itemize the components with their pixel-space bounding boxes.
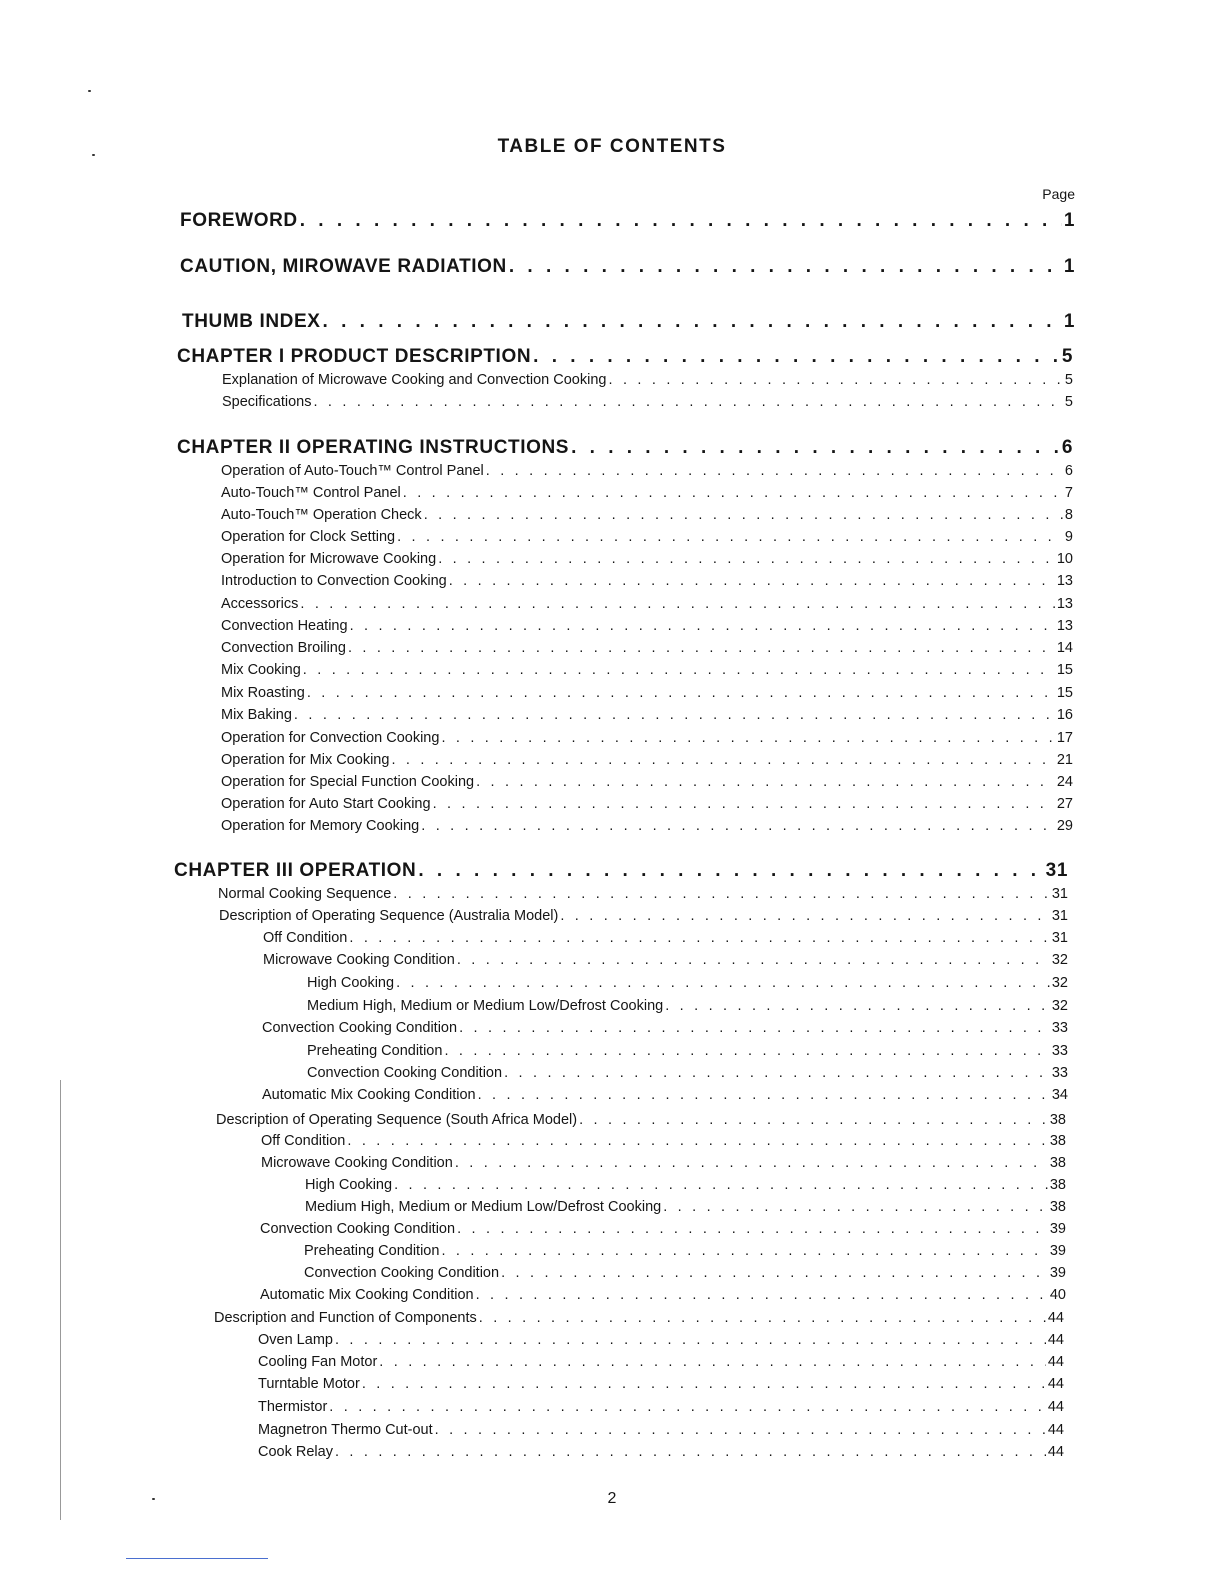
toc-entry-page: 44 bbox=[1047, 1422, 1064, 1438]
dot-leader bbox=[300, 210, 1062, 232]
toc-entry-title: Mix Roasting bbox=[221, 685, 305, 701]
toc-entry-title: Specifications bbox=[222, 394, 312, 410]
scan-artifact-line bbox=[126, 1558, 268, 1559]
toc-entry bbox=[222, 372, 1073, 388]
toc-entry-title: Accessorics bbox=[221, 596, 299, 612]
toc-entry-page: 5 bbox=[1064, 372, 1073, 388]
toc-entry-page: 44 bbox=[1047, 1310, 1064, 1326]
dot-leader bbox=[459, 1020, 1050, 1036]
toc-entry-title: Introduction to Convection Cooking bbox=[221, 573, 447, 589]
toc-entry-title: Convection Cooking Condition bbox=[262, 1020, 458, 1036]
toc-entry-title: Thermistor bbox=[258, 1399, 328, 1415]
toc-entry-page: 1 bbox=[1063, 256, 1075, 277]
toc-entry-title: Cooling Fan Motor bbox=[258, 1354, 378, 1370]
toc-entry bbox=[221, 685, 1073, 701]
toc-entry-page: 31 bbox=[1051, 886, 1068, 902]
toc-entry-page: 15 bbox=[1056, 685, 1073, 701]
toc-entry-title: High Cooking bbox=[305, 1177, 393, 1193]
toc-entry-page: 31 bbox=[1045, 860, 1068, 881]
toc-entry-page: 29 bbox=[1056, 818, 1073, 834]
toc-entry-page: 38 bbox=[1049, 1112, 1066, 1128]
toc-entry-title: Turntable Motor bbox=[258, 1376, 360, 1392]
toc-entry-page: 38 bbox=[1049, 1199, 1066, 1215]
toc-entry bbox=[214, 1310, 1064, 1326]
toc-entry-page: 17 bbox=[1056, 730, 1073, 746]
dot-leader bbox=[393, 886, 1050, 902]
toc-entry-page: 16 bbox=[1056, 707, 1073, 723]
toc-entry-title: Operation for Mix Cooking bbox=[221, 752, 390, 768]
toc-entry-title: CHAPTER III OPERATION bbox=[174, 860, 417, 881]
toc-entry bbox=[307, 1043, 1068, 1059]
toc-entry bbox=[307, 975, 1068, 991]
toc-entry bbox=[221, 818, 1073, 834]
dot-leader bbox=[478, 1087, 1050, 1103]
scan-speck bbox=[92, 154, 95, 156]
toc-chapter-entry bbox=[182, 311, 1075, 333]
toc-entry-page: 6 bbox=[1064, 463, 1073, 479]
toc-entry-title: Off Condition bbox=[261, 1133, 346, 1149]
dot-leader bbox=[571, 437, 1060, 459]
toc-entry bbox=[258, 1332, 1064, 1348]
toc-entry-page: 33 bbox=[1051, 1020, 1068, 1036]
dot-leader bbox=[579, 1112, 1048, 1128]
toc-entry-title: Oven Lamp bbox=[258, 1332, 333, 1348]
toc-entry-page: 32 bbox=[1051, 998, 1068, 1014]
toc-entry bbox=[258, 1444, 1064, 1460]
document-title: TABLE OF CONTENTS bbox=[497, 136, 727, 157]
toc-entry-page: 39 bbox=[1049, 1265, 1066, 1281]
toc-entry-page: 9 bbox=[1064, 529, 1073, 545]
toc-entry-page: 33 bbox=[1051, 1065, 1068, 1081]
toc-entry-title: Explanation of Microwave Cooking and Convection Cooking bbox=[222, 372, 607, 388]
dot-leader bbox=[348, 640, 1055, 656]
dot-leader bbox=[435, 1422, 1046, 1438]
toc-entry bbox=[221, 730, 1073, 746]
toc-entry-page: 38 bbox=[1049, 1133, 1066, 1149]
toc-entry-page: 5 bbox=[1061, 346, 1073, 367]
toc-entry-title: Operation for Special Function Cooking bbox=[221, 774, 475, 790]
toc-entry-page: 44 bbox=[1047, 1332, 1064, 1348]
toc-entry bbox=[260, 1221, 1066, 1237]
toc-entry-page: 13 bbox=[1056, 596, 1073, 612]
toc-entry-title: Microwave Cooking Condition bbox=[263, 952, 455, 968]
toc-entry-page: 21 bbox=[1056, 752, 1073, 768]
dot-leader bbox=[362, 1376, 1046, 1392]
toc-entry bbox=[261, 1133, 1066, 1149]
dot-leader bbox=[501, 1265, 1048, 1281]
toc-entry-page: 1 bbox=[1063, 311, 1075, 332]
toc-entry-page: 13 bbox=[1056, 573, 1073, 589]
dot-leader bbox=[394, 1177, 1048, 1193]
toc-entry-title: High Cooking bbox=[307, 975, 395, 991]
toc-entry bbox=[218, 886, 1068, 902]
toc-entry bbox=[305, 1177, 1066, 1193]
dot-leader bbox=[350, 618, 1055, 634]
toc-entry-page: 5 bbox=[1064, 394, 1073, 410]
dot-leader bbox=[455, 1155, 1048, 1171]
toc-entry bbox=[304, 1243, 1066, 1259]
dot-leader bbox=[504, 1065, 1050, 1081]
dot-leader bbox=[329, 1399, 1046, 1415]
dot-leader bbox=[663, 1199, 1048, 1215]
toc-entry-title: Mix Cooking bbox=[221, 662, 301, 678]
toc-entry-page: 31 bbox=[1051, 930, 1068, 946]
dot-leader bbox=[335, 1444, 1046, 1460]
toc-entry-title: Preheating Condition bbox=[304, 1243, 440, 1259]
toc-entry bbox=[258, 1399, 1064, 1415]
toc-entry bbox=[258, 1354, 1064, 1370]
toc-entry bbox=[222, 394, 1073, 410]
toc-entry-title: Auto-Touch™ Control Panel bbox=[221, 485, 401, 501]
toc-entry-title: Operation for Microwave Cooking bbox=[221, 551, 437, 567]
toc-entry-title: FOREWORD bbox=[180, 210, 298, 231]
toc-entry bbox=[262, 1087, 1068, 1103]
toc-entry bbox=[221, 707, 1073, 723]
dot-leader bbox=[307, 685, 1055, 701]
toc-entry bbox=[260, 1287, 1066, 1303]
toc-entry-title: Description of Operating Sequence (Australia Model) bbox=[219, 908, 559, 924]
toc-entry-title: Microwave Cooking Condition bbox=[261, 1155, 453, 1171]
toc-entry-title: Convection Cooking Condition bbox=[260, 1221, 456, 1237]
toc-entry-page: 8 bbox=[1064, 507, 1073, 523]
toc-entry-page: 7 bbox=[1064, 485, 1073, 501]
toc-entry-page: 44 bbox=[1047, 1376, 1064, 1392]
toc-entry-title: Mix Baking bbox=[221, 707, 292, 723]
toc-entry bbox=[221, 573, 1073, 589]
dot-leader bbox=[349, 930, 1049, 946]
toc-entry-page: 44 bbox=[1047, 1399, 1064, 1415]
dot-leader bbox=[509, 256, 1062, 278]
toc-entry-page: 15 bbox=[1056, 662, 1073, 678]
dot-leader bbox=[418, 860, 1043, 882]
toc-entry bbox=[307, 1065, 1068, 1081]
dot-leader bbox=[608, 372, 1062, 388]
toc-entry bbox=[221, 551, 1073, 567]
toc-entry bbox=[221, 596, 1073, 612]
scan-speck bbox=[152, 1498, 155, 1500]
page-column-label: Page bbox=[1042, 186, 1075, 202]
dot-leader bbox=[476, 774, 1055, 790]
dot-leader bbox=[313, 394, 1062, 410]
toc-entry bbox=[221, 774, 1073, 790]
scan-speck bbox=[88, 90, 91, 92]
toc-entry-title: CHAPTER I PRODUCT DESCRIPTION bbox=[177, 346, 532, 367]
toc-chapter-entry bbox=[177, 437, 1073, 459]
toc-entry-page: 31 bbox=[1051, 908, 1068, 924]
toc-entry-title: Medium High, Medium or Medium Low/Defrost Cooking bbox=[307, 998, 664, 1014]
dot-leader bbox=[335, 1332, 1046, 1348]
toc-entry bbox=[221, 752, 1073, 768]
dot-leader bbox=[665, 998, 1050, 1014]
dot-leader bbox=[300, 596, 1055, 612]
toc-entry-title: Description and Function of Components bbox=[214, 1310, 477, 1326]
toc-entry-title: Magnetron Thermo Cut-out bbox=[258, 1422, 433, 1438]
dot-leader bbox=[347, 1133, 1047, 1149]
toc-entry-title: Medium High, Medium or Medium Low/Defrost Cooking bbox=[305, 1199, 662, 1215]
toc-entry-page: 24 bbox=[1056, 774, 1073, 790]
toc-entry-page: 32 bbox=[1051, 975, 1068, 991]
toc-entry-page: 39 bbox=[1049, 1221, 1066, 1237]
toc-entry-title: THUMB INDEX bbox=[182, 311, 321, 332]
dot-leader bbox=[444, 1043, 1049, 1059]
toc-entry bbox=[307, 998, 1068, 1014]
toc-chapter-entry bbox=[180, 210, 1075, 232]
toc-entry-page: 32 bbox=[1051, 952, 1068, 968]
toc-entry-page: 14 bbox=[1056, 640, 1073, 656]
toc-entry-title: Convection Heating bbox=[221, 618, 348, 634]
toc-entry-page: 13 bbox=[1056, 618, 1073, 634]
toc-entry-title: Operation for Clock Setting bbox=[221, 529, 396, 545]
toc-entry-page: 1 bbox=[1063, 210, 1075, 231]
dot-leader bbox=[441, 1243, 1047, 1259]
toc-entry bbox=[216, 1112, 1066, 1128]
toc-entry bbox=[305, 1199, 1066, 1215]
toc-entry-title: Off Condition bbox=[263, 930, 348, 946]
toc-entry bbox=[304, 1265, 1066, 1281]
toc-entry-page: 33 bbox=[1051, 1043, 1068, 1059]
toc-entry bbox=[258, 1422, 1064, 1438]
dot-leader bbox=[403, 485, 1063, 501]
dot-leader bbox=[441, 730, 1054, 746]
toc-entry-title: Operation for Memory Cooking bbox=[221, 818, 420, 834]
toc-entry bbox=[221, 640, 1073, 656]
toc-entry-title: Automatic Mix Cooking Condition bbox=[262, 1087, 476, 1103]
toc-entry bbox=[258, 1376, 1064, 1392]
dot-leader bbox=[424, 507, 1063, 523]
dot-leader bbox=[421, 818, 1055, 834]
toc-entry-page: 27 bbox=[1056, 796, 1073, 812]
dot-leader bbox=[323, 311, 1062, 333]
toc-entry bbox=[221, 618, 1073, 634]
dot-leader bbox=[479, 1310, 1046, 1326]
toc-chapter-entry bbox=[180, 256, 1075, 278]
dot-leader bbox=[397, 529, 1063, 545]
toc-entry-page: 40 bbox=[1049, 1287, 1066, 1303]
page-number: 2 bbox=[607, 1490, 617, 1507]
dot-leader bbox=[433, 796, 1055, 812]
toc-entry-page: 10 bbox=[1056, 551, 1073, 567]
dot-leader bbox=[533, 346, 1060, 368]
toc-entry-title: Operation for Convection Cooking bbox=[221, 730, 440, 746]
toc-entry-title: CHAPTER II OPERATING INSTRUCTIONS bbox=[177, 437, 570, 458]
toc-entry-title: Operation for Auto Start Cooking bbox=[221, 796, 431, 812]
toc-entry bbox=[221, 485, 1073, 501]
toc-entry-title: Automatic Mix Cooking Condition bbox=[260, 1287, 474, 1303]
toc-entry-title: CAUTION, MIROWAVE RADIATION bbox=[180, 256, 507, 277]
toc-chapter-entry bbox=[177, 346, 1073, 368]
toc-entry-title: Convection Cooking Condition bbox=[304, 1265, 500, 1281]
toc-entry-title: Convection Broiling bbox=[221, 640, 346, 656]
toc-entry bbox=[263, 930, 1068, 946]
toc-entry-page: 44 bbox=[1047, 1444, 1064, 1460]
toc-entry-title: Preheating Condition bbox=[307, 1043, 443, 1059]
toc-entry-page: 34 bbox=[1051, 1087, 1068, 1103]
toc-entry bbox=[221, 796, 1073, 812]
dot-leader bbox=[303, 662, 1055, 678]
dot-leader bbox=[457, 952, 1050, 968]
dot-leader bbox=[560, 908, 1050, 924]
dot-leader bbox=[396, 975, 1050, 991]
toc-entry bbox=[263, 952, 1068, 968]
dot-leader bbox=[476, 1287, 1048, 1303]
toc-entry-page: 38 bbox=[1049, 1155, 1066, 1171]
dot-leader bbox=[379, 1354, 1046, 1370]
toc-entry bbox=[221, 529, 1073, 545]
toc-entry-page: 6 bbox=[1061, 437, 1073, 458]
toc-entry-title: Normal Cooking Sequence bbox=[218, 886, 392, 902]
toc-entry bbox=[261, 1155, 1066, 1171]
toc-entry-title: Operation of Auto-Touch™ Control Panel bbox=[221, 463, 484, 479]
toc-entry bbox=[262, 1020, 1068, 1036]
toc-chapter-entry bbox=[174, 860, 1068, 882]
toc-entry-title: Description of Operating Sequence (South Africa Model) bbox=[216, 1112, 578, 1128]
toc-entry-title: Convection Cooking Condition bbox=[307, 1065, 503, 1081]
scan-margin-line bbox=[60, 1080, 61, 1520]
toc-entry bbox=[221, 463, 1073, 479]
dot-leader bbox=[457, 1221, 1048, 1237]
dot-leader bbox=[486, 463, 1063, 479]
dot-leader bbox=[438, 551, 1055, 567]
toc-entry bbox=[219, 908, 1068, 924]
toc-entry bbox=[221, 662, 1073, 678]
toc-entry-page: 39 bbox=[1049, 1243, 1066, 1259]
toc-entry-title: Auto-Touch™ Operation Check bbox=[221, 507, 422, 523]
toc-entry bbox=[221, 507, 1073, 523]
dot-leader bbox=[294, 707, 1055, 723]
toc-entry-page: 38 bbox=[1049, 1177, 1066, 1193]
toc-entry-page: 44 bbox=[1047, 1354, 1064, 1370]
dot-leader bbox=[449, 573, 1055, 589]
dot-leader bbox=[391, 752, 1054, 768]
toc-entry-title: Cook Relay bbox=[258, 1444, 333, 1460]
